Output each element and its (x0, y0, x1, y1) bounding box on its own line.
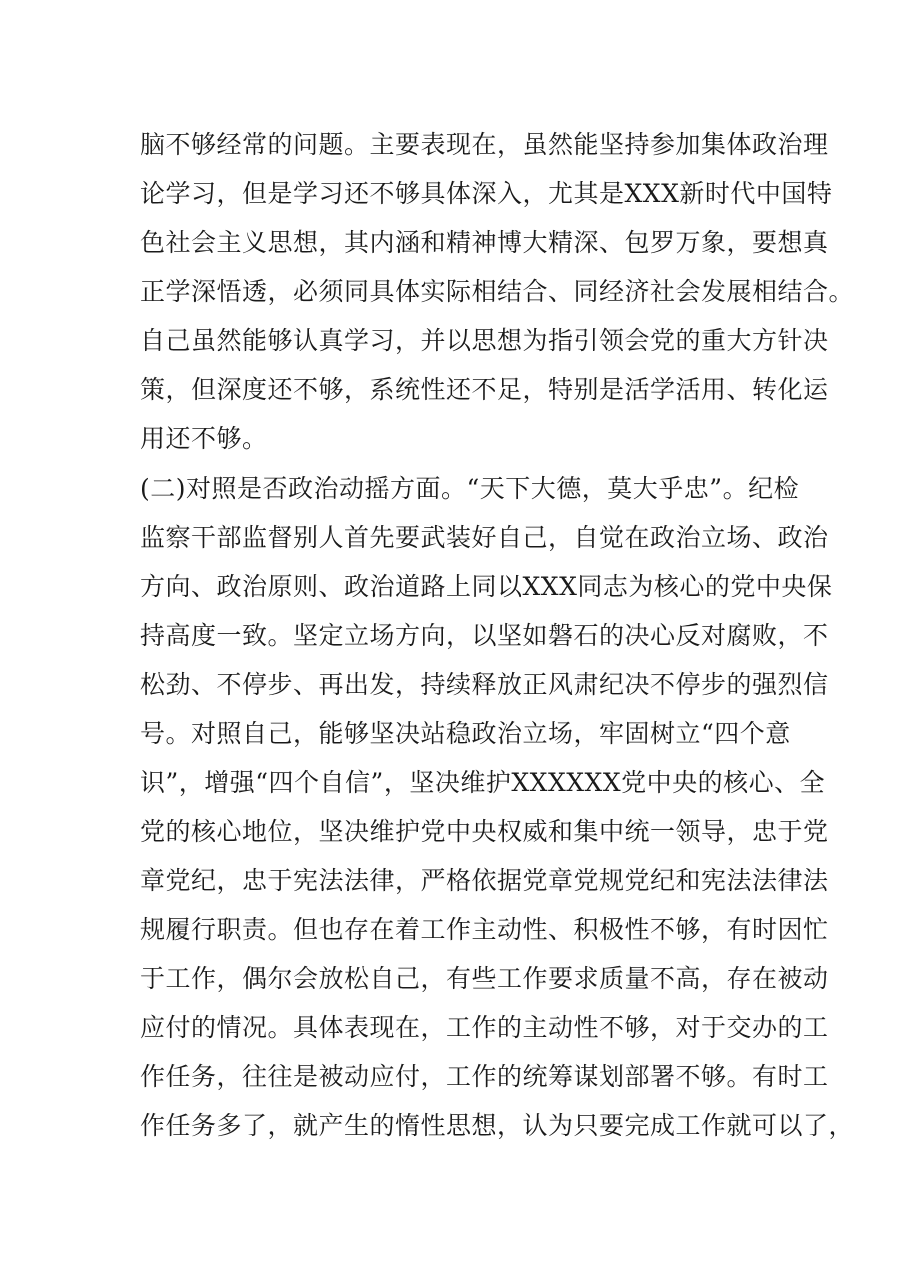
text-line: 脑不够经常的问题。主要表现在，虽然能坚持参加集体政治理 (140, 130, 829, 159)
text-line: 作任务，往往是被动应付，工作的统筹谋划部署不够。有时工 (140, 1062, 829, 1091)
text-line: 策，但深度还不够，系统性还不足，特别是活学活用、转化运 (140, 375, 829, 404)
text-line: 章党纪，忠于宪法法律，严格依据党章党规党纪和宪法法律法 (140, 866, 829, 895)
text-line: 正学深悟透，必须同具体实际相结合、同经济社会发展相结合。 (140, 277, 855, 306)
text-line: 于工作，偶尔会放松自己，有些工作要求质量不高，存在被动 (140, 964, 829, 993)
text-line: 号。对照自己，能够坚决站稳政治立场，牢固树立“四个意 (140, 719, 791, 748)
text-line: 自己虽然能够认真学习，并以思想为指引领会党的重大方针决 (140, 326, 829, 355)
paragraph-study-issue (140, 126, 855, 469)
text-line: 松劲、不停步、再出发，持续释放正风肃纪决不停步的强烈信 (140, 670, 829, 699)
text-line: 用还不够。 (140, 424, 268, 453)
text-line: 色社会主义思想，其内涵和精神博大精深、包罗万象，要想真 (140, 228, 829, 257)
text-line: (二)对照是否政治动摇方面。“天下大德，莫大乎忠”。纪检 (140, 474, 800, 503)
text-line: 方向、政治原则、政治道路上同以XXX同志为核心的党中央保 (140, 572, 833, 601)
text-line: 论学习，但是学习还不够具体深入，尤其是XXX新时代中国特 (140, 179, 833, 208)
paragraph-political-stance (140, 470, 855, 1156)
text-line: 党的核心地位，坚决维护党中央权威和集中统一领导，忠于党 (140, 817, 829, 846)
text-line: 监察干部监督别人首先要武装好自己，自觉在政治立场、政治 (140, 523, 829, 552)
text-line: 持高度一致。坚定立场方向，以坚如磐石的决心反对腐败，不 (140, 621, 829, 650)
text-line: 作任务多了，就产生的惰性思想，认为只要完成工作就可以了， (140, 1111, 855, 1140)
text-line: 规履行职责。但也存在着工作主动性、积极性不够，有时因忙 (140, 915, 829, 944)
text-line: 识”，增强“四个自信”，坚决维护XXXXXX党中央的核心、全 (140, 768, 826, 797)
text-line: 应付的情况。具体表现在，工作的主动性不够，对于交办的工 (140, 1013, 829, 1042)
